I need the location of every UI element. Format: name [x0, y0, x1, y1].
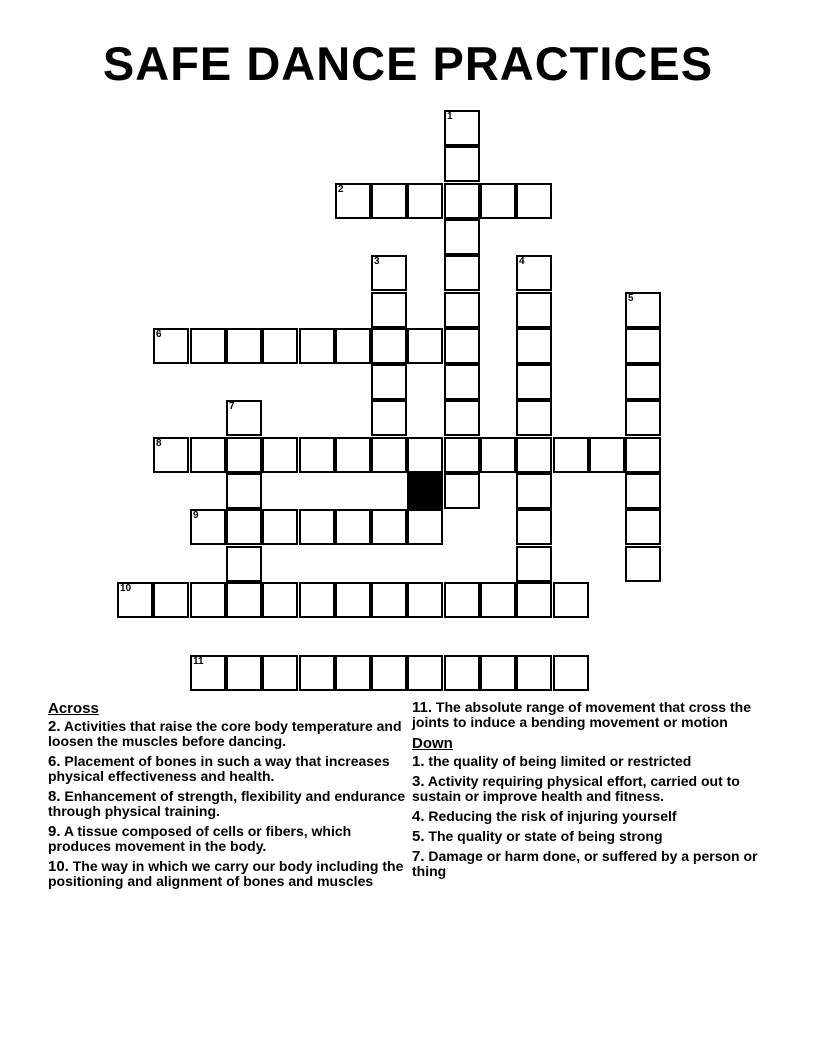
- grid-cell[interactable]: [516, 364, 552, 400]
- grid-cell[interactable]: [625, 437, 661, 473]
- grid-cell[interactable]: [444, 328, 480, 364]
- clue-down-4: [412, 809, 768, 824]
- grid-cell[interactable]: [625, 546, 661, 582]
- grid-cell[interactable]: [190, 582, 226, 618]
- grid-cell[interactable]: [407, 328, 443, 364]
- grid-cell[interactable]: [444, 255, 480, 291]
- grid-cell[interactable]: [516, 582, 552, 618]
- grid-cell[interactable]: [299, 655, 335, 691]
- grid-cell[interactable]: [444, 400, 480, 436]
- clue-across-9: [48, 824, 410, 854]
- clue-number: 4.: [412, 808, 425, 825]
- grid-cell[interactable]: [516, 437, 552, 473]
- clue-text: Reducing the risk of injuring yourself: [424, 808, 677, 824]
- grid-cell[interactable]: [516, 509, 552, 545]
- clue-text: Damage or harm done, or suffered by a person or thing: [412, 848, 758, 879]
- grid-cell[interactable]: [407, 437, 443, 473]
- grid-cell[interactable]: [371, 255, 407, 291]
- grid-cell[interactable]: [299, 437, 335, 473]
- clues-right-column: [412, 700, 768, 884]
- grid-cell[interactable]: [625, 473, 661, 509]
- grid-cell[interactable]: [516, 183, 552, 219]
- grid-cell[interactable]: [371, 582, 407, 618]
- clue-number: 3.: [412, 773, 425, 790]
- grid-cell[interactable]: [444, 183, 480, 219]
- clue-text: Activity requiring physical effort, carried out to sustain or improve health and fitness.: [412, 773, 740, 804]
- clue-across-6: [48, 754, 410, 784]
- grid-cell[interactable]: [262, 437, 298, 473]
- grid-cell[interactable]: [262, 655, 298, 691]
- clue-number-label: 5: [628, 293, 634, 304]
- clue-text: The way in which we carry our body including the positioning and alignment of bones and muscles: [48, 858, 404, 889]
- clue-number: 5.: [412, 828, 425, 845]
- clue-number: 7.: [412, 848, 425, 865]
- grid-cell[interactable]: [335, 328, 371, 364]
- grid-cell[interactable]: [371, 292, 407, 328]
- grid-cell[interactable]: [444, 655, 480, 691]
- clue-number: 1.: [412, 753, 425, 770]
- grid-cell[interactable]: [371, 509, 407, 545]
- grid-cell[interactable]: [516, 473, 552, 509]
- clue-down-1: [412, 754, 768, 769]
- clue-down-3: [412, 774, 768, 804]
- grid-cell[interactable]: [190, 509, 226, 545]
- grid-cell[interactable]: [516, 328, 552, 364]
- grid-cell[interactable]: [299, 509, 335, 545]
- grid-cell[interactable]: [262, 582, 298, 618]
- grid-cell[interactable]: [407, 183, 443, 219]
- grid-cell[interactable]: [371, 437, 407, 473]
- grid-cell[interactable]: [444, 292, 480, 328]
- grid-cell[interactable]: [153, 582, 189, 618]
- grid-cell[interactable]: [299, 582, 335, 618]
- grid-cell[interactable]: [335, 509, 371, 545]
- grid-cell[interactable]: [516, 292, 552, 328]
- clue-text: Activities that raise the core body temperature and loosen the muscles before dancing.: [48, 718, 402, 749]
- grid-cell[interactable]: [226, 400, 262, 436]
- grid-cell[interactable]: [516, 655, 552, 691]
- grid-cell[interactable]: [625, 328, 661, 364]
- clue-text: Enhancement of strength, flexibility and endurance through physical training.: [48, 788, 406, 819]
- grid-cell[interactable]: [262, 509, 298, 545]
- grid-cell[interactable]: [226, 437, 262, 473]
- grid-cell[interactable]: [553, 437, 589, 473]
- grid-cell[interactable]: [153, 437, 189, 473]
- clue-text: Placement of bones in such a way that increases physical effectiveness and health.: [48, 753, 390, 784]
- clue-number-label: 9: [193, 510, 199, 521]
- clue-number-label: 1: [447, 111, 453, 122]
- grid-cell[interactable]: [335, 183, 371, 219]
- grid-cell[interactable]: [262, 328, 298, 364]
- grid-cell[interactable]: [625, 509, 661, 545]
- grid-cell[interactable]: [516, 400, 552, 436]
- grid-cell[interactable]: [480, 582, 516, 618]
- grid-cell[interactable]: [480, 655, 516, 691]
- grid-cell[interactable]: [371, 655, 407, 691]
- grid-cell[interactable]: [625, 292, 661, 328]
- grid-cell[interactable]: [444, 146, 480, 182]
- clue-across-11: [412, 700, 768, 730]
- clue-number: 9.: [48, 823, 61, 840]
- clue-down-5: [412, 829, 768, 844]
- clue-text: The quality or state of being strong: [424, 828, 663, 844]
- grid-cell[interactable]: [371, 328, 407, 364]
- grid-cell[interactable]: [335, 655, 371, 691]
- grid-cell[interactable]: [153, 328, 189, 364]
- clue-number-label: 6: [156, 329, 162, 340]
- grid-cell[interactable]: [444, 364, 480, 400]
- across-heading: Across: [48, 700, 99, 717]
- page-title: SAFE DANCE PRACTICES: [102, 37, 714, 90]
- grid-cell[interactable]: [226, 509, 262, 545]
- clue-number: 11.: [412, 699, 433, 716]
- clue-number-label: 7: [229, 401, 235, 412]
- grid-cell[interactable]: [407, 655, 443, 691]
- grid-cell[interactable]: [226, 546, 262, 582]
- grid-cell[interactable]: [190, 655, 226, 691]
- grid-cell[interactable]: [226, 328, 262, 364]
- grid-cell[interactable]: [444, 473, 480, 509]
- grid-cell[interactable]: [190, 328, 226, 364]
- grid-cell[interactable]: [226, 582, 262, 618]
- blocked-cell: [407, 473, 443, 509]
- grid-cell[interactable]: [371, 183, 407, 219]
- grid-cell[interactable]: [444, 437, 480, 473]
- clue-number: 6.: [48, 753, 61, 770]
- clue-text: A tissue composed of cells or fibers, which produces movement in the body.: [48, 823, 352, 854]
- clue-text: the quality of being limited or restricted: [424, 753, 692, 769]
- grid-cell[interactable]: [407, 509, 443, 545]
- clue-number-label: 10: [120, 583, 132, 594]
- grid-cell[interactable]: [190, 437, 226, 473]
- grid-cell[interactable]: [407, 582, 443, 618]
- clue-across-2: [48, 719, 410, 749]
- clue-number-label: 4: [519, 256, 525, 267]
- grid-cell[interactable]: [553, 655, 589, 691]
- clue-number-label: 11: [193, 656, 204, 667]
- clue-number: 2.: [48, 718, 61, 735]
- grid-cell[interactable]: [480, 437, 516, 473]
- grid-cell[interactable]: [371, 400, 407, 436]
- grid-cell[interactable]: [589, 437, 625, 473]
- clue-text: The absolute range of movement that cross the joints to induce a bending movement or motion: [412, 699, 751, 730]
- grid-cell[interactable]: [299, 328, 335, 364]
- grid-cell[interactable]: [117, 582, 153, 618]
- grid-cell[interactable]: [516, 255, 552, 291]
- clue-across-10: [48, 859, 410, 889]
- down-heading: Down: [412, 735, 453, 752]
- grid-cell[interactable]: [480, 183, 516, 219]
- grid-cell[interactable]: [335, 437, 371, 473]
- clue-across-8: [48, 789, 410, 819]
- grid-cell[interactable]: [516, 546, 552, 582]
- grid-cell[interactable]: [625, 364, 661, 400]
- grid-cell[interactable]: [226, 473, 262, 509]
- clue-number-label: 3: [374, 256, 380, 267]
- grid-cell[interactable]: [444, 582, 480, 618]
- grid-cell[interactable]: [226, 655, 262, 691]
- grid-cell[interactable]: [444, 110, 480, 146]
- grid-cell[interactable]: [625, 400, 661, 436]
- clue-number-label: 8: [156, 438, 162, 449]
- grid-cell[interactable]: [371, 364, 407, 400]
- clues-left-column: [48, 700, 410, 894]
- clue-number: 10.: [48, 858, 69, 875]
- grid-cell[interactable]: [335, 582, 371, 618]
- grid-cell[interactable]: [444, 219, 480, 255]
- clue-down-7: [412, 849, 768, 879]
- grid-cell[interactable]: [553, 582, 589, 618]
- clue-number-label: 2: [338, 184, 344, 195]
- clue-number: 8.: [48, 788, 61, 805]
